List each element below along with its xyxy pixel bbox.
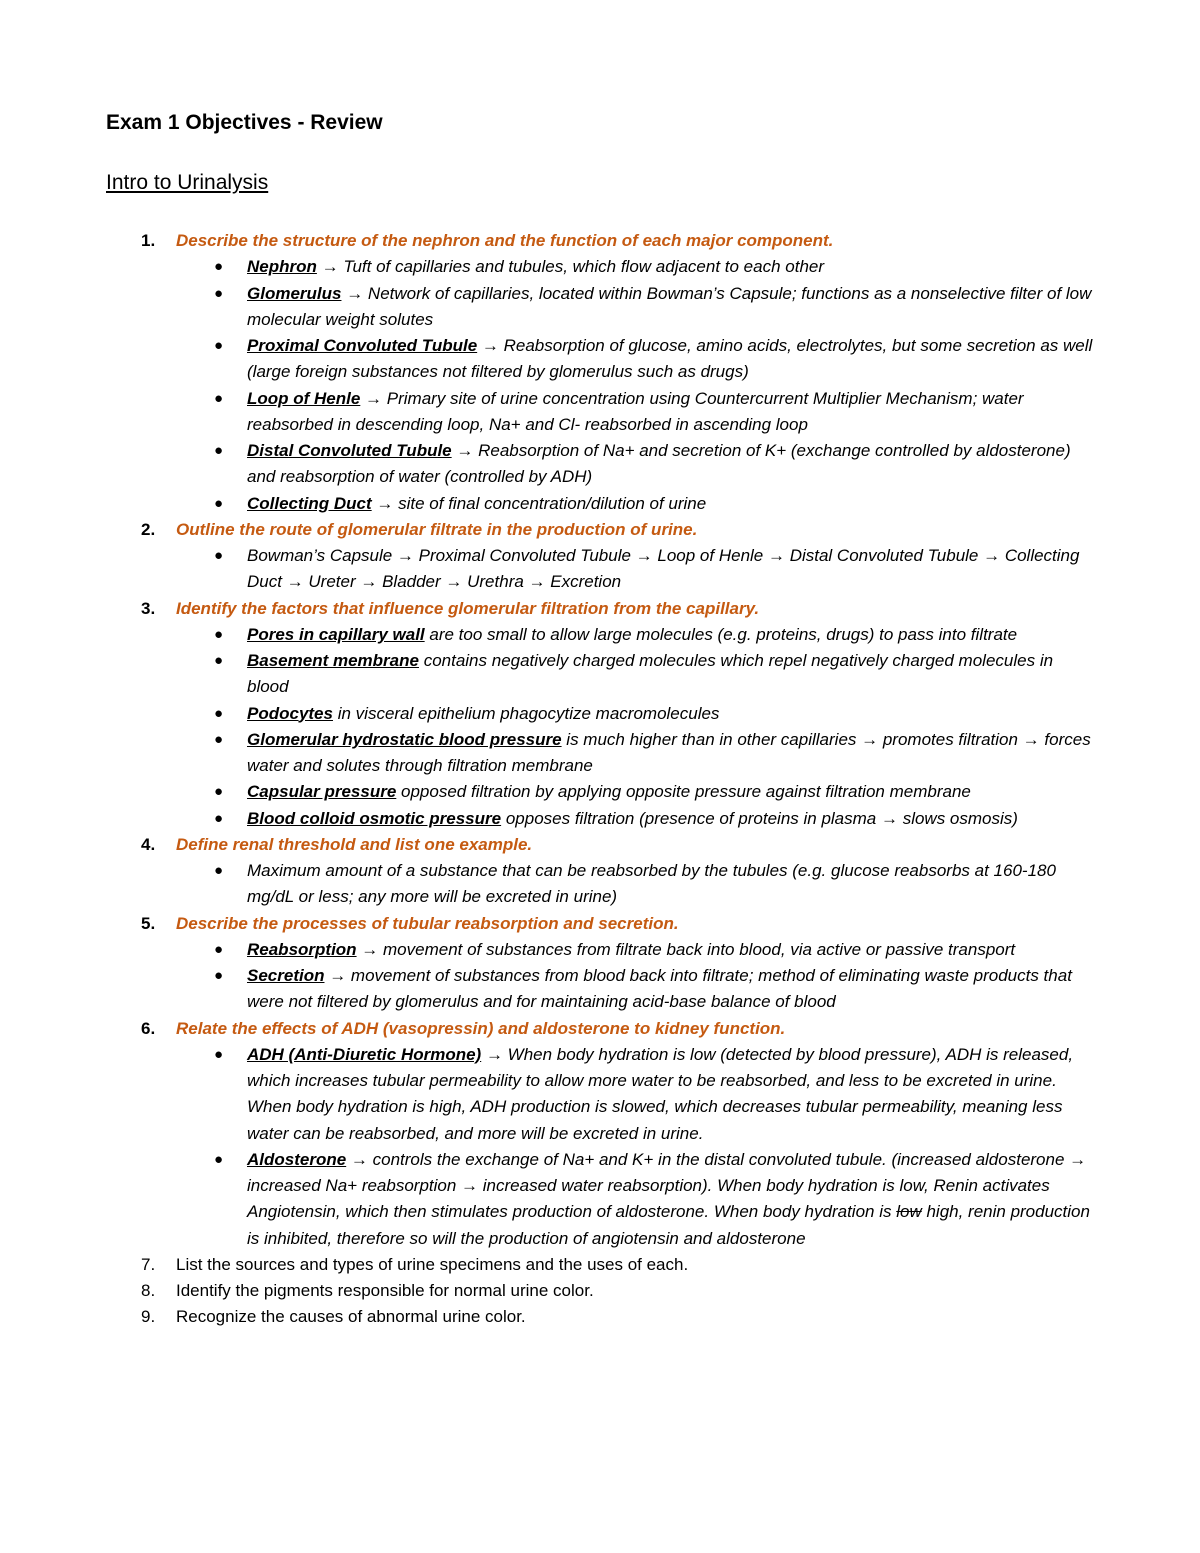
objective-item — [0, 228, 1200, 517]
bullet-icon: ● — [214, 284, 224, 302]
bullet-text: → Reabsorption of glucose, amino acids, electrolytes, but some secretion as well (large foreign substances not filtered by glomerulus such as drugs) — [247, 336, 1093, 382]
objective-text: List the sources and types of urine specimens and the uses of each. — [176, 1254, 689, 1274]
bullet-item — [176, 491, 1097, 517]
bullet-icon: ● — [214, 337, 224, 354]
bullet-list — [176, 254, 1200, 517]
bullet-term: Capsular pressure — [247, 782, 397, 802]
objective-number: 4. — [141, 834, 156, 854]
objective-number: 5. — [141, 913, 156, 933]
bullet-term: Distal Convoluted Tubule — [247, 441, 452, 460]
bullet-term: Pores in capillary wall — [247, 624, 425, 644]
bullet-text: → Primary site of urine concentration using Countercurrent Multiplier Mechanism; water reabsorbed in descending loop, Na+ and Cl- reabsorbed in ascending loop — [247, 388, 1024, 434]
bullet-text: → movement of substances from blood back into filtrate; method of eliminating waste products that were not filtered by glomerulus and for maintaining acid-base balance of blood — [247, 966, 1072, 1012]
page-title: Exam 1 Objectives - Review — [106, 111, 383, 134]
bullet-item — [176, 779, 1097, 805]
bullet-term: Aldosterone — [247, 1149, 347, 1169]
bullet-text: → When body hydration is low (detected by blood pressure), ADH is released, which increases tubular permeability to allow more water to be reabsorbed, and less to be excreted in urine. When body hydration is high, ADH production is slowed, which decreases tubular permeability, meaning less water can be reabsorbed, and more will be excreted in urine. — [247, 1044, 1074, 1143]
bullet-text-continued: high, renin production is inhibited, therefore so will the production of angiotensin and aldosterone — [247, 1202, 1090, 1248]
objective-item — [0, 911, 1200, 1016]
bullet-item — [176, 963, 1097, 1016]
bullet-term: Nephron — [247, 257, 317, 277]
bullet-icon: ● — [214, 940, 224, 958]
objective-item — [0, 1252, 1200, 1278]
bullet-item — [176, 254, 1097, 280]
bullet-text: is much higher than in other capillaries → promotes filtration → forces water and solutes through filtration membrane — [247, 729, 1091, 775]
bullet-item — [176, 438, 1097, 491]
bullet-icon: ● — [214, 442, 224, 459]
bullet-icon: ● — [214, 652, 224, 669]
bullet-term: Podocytes — [247, 703, 333, 723]
bullet-item — [176, 281, 1097, 334]
bullet-item — [176, 622, 1097, 648]
bullet-icon: ● — [214, 258, 224, 276]
bullet-term: Glomerulus — [247, 283, 342, 303]
objective-item — [0, 1016, 1200, 1252]
bullet-term: ADH (Anti-Diuretic Hormone) — [247, 1044, 482, 1064]
bullet-item — [176, 333, 1097, 386]
bullet-item — [176, 701, 1097, 727]
bullet-term: Glomerular hydrostatic blood pressure — [247, 729, 562, 749]
bullet-term: Basement membrane — [247, 651, 419, 670]
bullet-icon: ● — [214, 494, 224, 512]
section-heading: Intro to Urinalysis — [106, 171, 269, 194]
objective-text: Describe the structure of the nephron and the function of each major component. — [176, 231, 834, 250]
bullet-term: Reabsorption — [247, 939, 357, 959]
bullet-item — [176, 858, 1097, 911]
bullet-list — [176, 937, 1200, 1016]
bullet-icon: ● — [214, 862, 224, 879]
bullet-item — [176, 806, 1097, 832]
objective-number: 9. — [141, 1307, 156, 1327]
objective-text: Identify the pigments responsible for normal urine color. — [176, 1281, 594, 1300]
objective-number: 3. — [141, 598, 156, 618]
bullet-icon: ● — [214, 1150, 224, 1168]
objective-number: 7. — [141, 1254, 156, 1274]
objective-text: Relate the effects of ADH (vasopressin) and aldosterone to kidney function. — [176, 1018, 786, 1038]
struck-text: low — [896, 1202, 922, 1222]
bullet-icon: ● — [214, 1045, 224, 1063]
objective-item — [0, 596, 1200, 832]
objective-text: Recognize the causes of abnormal urine color. — [176, 1307, 526, 1327]
bullet-icon: ● — [214, 730, 224, 748]
bullet-item — [176, 937, 1097, 963]
bullet-icon: ● — [214, 809, 224, 827]
bullet-item — [176, 543, 1097, 596]
bullet-term: Blood colloid osmotic pressure — [247, 808, 502, 828]
bullet-term: Secretion — [247, 966, 325, 985]
bullet-text: → Network of capillaries, located within Bowman’s Capsule; functions as a nonselective filter of low molecular weight solutes — [247, 283, 1092, 329]
bullet-icon: ● — [214, 783, 224, 801]
objective-text: Identify the factors that influence glomerular filtration from the capillary. — [176, 598, 760, 618]
bullet-term: Collecting Duct — [247, 493, 372, 513]
bullet-item — [176, 648, 1097, 701]
objective-item — [0, 517, 1200, 596]
bullet-icon: ● — [214, 967, 224, 984]
bullet-text: opposed filtration by applying opposite pressure against filtration membrane — [396, 782, 971, 802]
objective-item — [0, 1304, 1200, 1330]
bullet-item — [176, 386, 1097, 439]
bullet-text: Maximum amount of a substance that can be reabsorbed by the tubules (e.g. glucose reabsorbs at 160-180 mg/dL or less; any more will be excreted in urine) — [247, 861, 1056, 907]
bullet-list — [176, 622, 1200, 832]
bullet-item — [176, 1042, 1097, 1147]
bullet-list — [176, 543, 1200, 596]
objective-number: 1. — [141, 231, 156, 250]
bullet-text: → Tuft of capillaries and tubules, which flow adjacent to each other — [316, 257, 825, 277]
bullet-icon: ● — [214, 704, 224, 722]
objective-number: 2. — [141, 519, 156, 539]
objective-number: 8. — [141, 1281, 156, 1300]
bullet-text: → site of final concentration/dilution of urine — [371, 493, 707, 513]
bullet-item — [176, 727, 1097, 780]
bullet-text: → Reabsorption of Na+ and secretion of K+ (exchange controlled by aldosterone) and reabsorption of water (controlled by ADH) — [247, 441, 1071, 487]
bullet-icon: ● — [214, 547, 224, 564]
bullet-text: → controls the exchange of Na+ and K+ in the distal convoluted tubule. (increased aldosterone → increased Na+ reabsorption → increased water reabsorption). When body hydration is low, Renin activates Angiotensin, which then stimulates production of aldosterone. When body hydration is — [247, 1149, 1087, 1222]
bullet-term: Proximal Convoluted Tubule — [247, 336, 478, 355]
bullet-text: in visceral epithelium phagocytize macromolecules — [332, 703, 720, 723]
bullet-item — [176, 1147, 1097, 1252]
bullet-term: Loop of Henle — [247, 388, 361, 408]
objective-text: Define renal threshold and list one example. — [176, 834, 533, 854]
objective-item — [0, 832, 1200, 911]
bullet-list — [176, 1042, 1200, 1252]
bullet-text: Bowman’s Capsule → Proximal Convoluted Tubule → Loop of Henle → Distal Convoluted Tubule → Collecting Duct → Ureter → Bladder → Urethra → Excretion — [247, 546, 1080, 592]
bullet-list — [176, 858, 1200, 911]
objective-text: Describe the processes of tubular reabsorption and secretion. — [176, 913, 679, 933]
objective-text: Outline the route of glomerular filtrate in the production of urine. — [176, 519, 698, 539]
bullet-text: are too small to allow large molecules (e.g. proteins, drugs) to pass into filtrate — [424, 624, 1018, 644]
objective-item — [0, 1278, 1200, 1304]
bullet-text: contains negatively charged molecules which repel negatively charged molecules in blood — [247, 651, 1054, 697]
bullet-icon: ● — [214, 389, 224, 407]
bullet-icon: ● — [214, 625, 224, 643]
bullet-text: opposes filtration (presence of proteins in plasma → slows osmosis) — [501, 808, 1018, 828]
bullet-text: → movement of substances from filtrate back into blood, via active or passive transport — [356, 939, 1016, 959]
objectives-list — [0, 228, 1200, 1331]
objective-number: 6. — [141, 1018, 156, 1038]
